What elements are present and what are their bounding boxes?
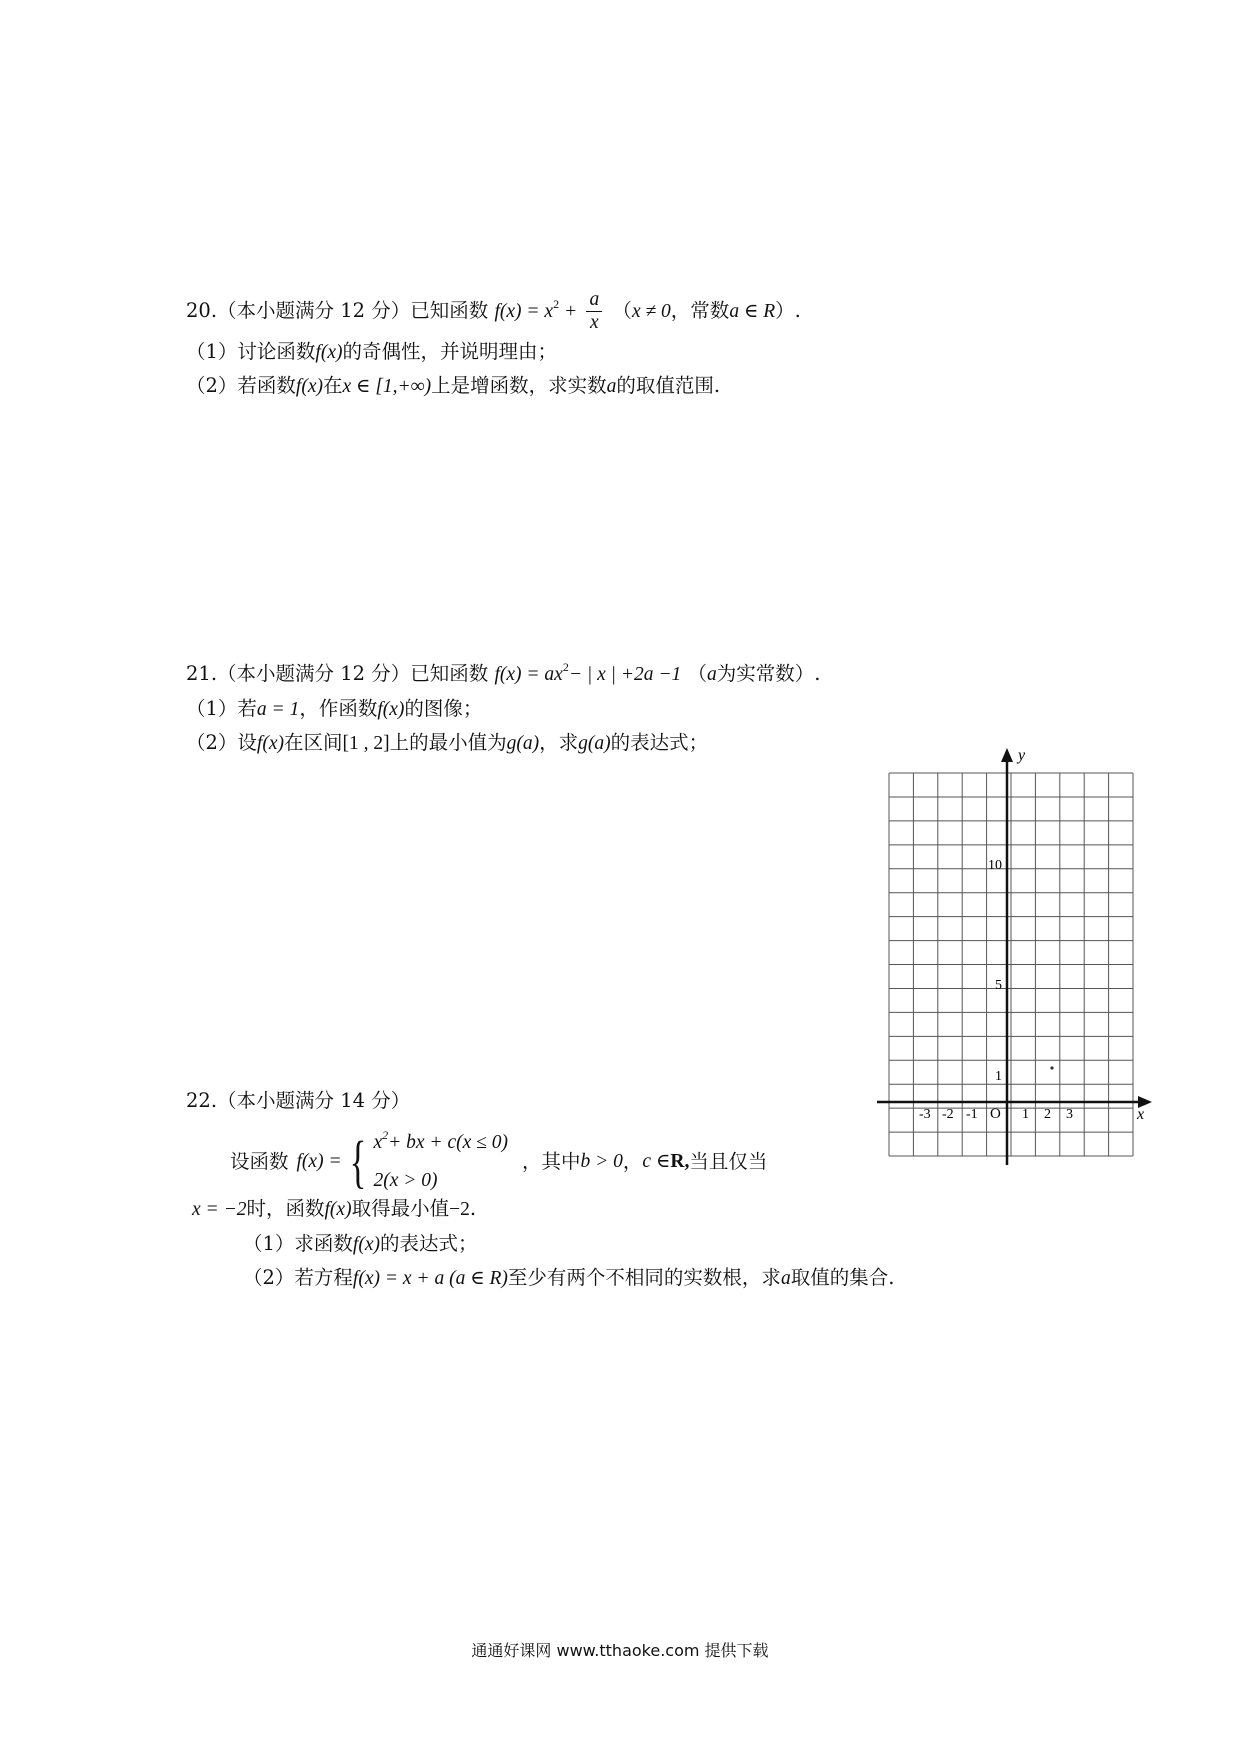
- q20-heading: 20.（本小题满分 12 分）已知函数: [186, 299, 489, 322]
- q22-part1-prefix: （1）求函数: [243, 1232, 353, 1255]
- q21-part1-suffix: 的图像；: [404, 697, 483, 720]
- left-brace-icon: {: [349, 1129, 366, 1194]
- q20-part2-f: f(x): [295, 376, 323, 397]
- q22-case1-rest: + bx + c(x ≤ 0): [388, 1132, 508, 1153]
- q22-line2-x: x = −2: [192, 1199, 247, 1220]
- q21-part2-mid2: 上的最小值为: [389, 731, 507, 754]
- q20-part1-prefix: （1）讨论函数: [186, 340, 316, 363]
- q20-paren-close: ）.: [775, 299, 801, 322]
- q21-exponent: 2: [562, 660, 569, 674]
- q20-part2-mid: 在: [322, 374, 343, 397]
- y-axis-label: y: [1018, 747, 1026, 764]
- q20-denominator: x: [590, 312, 599, 333]
- x-tick-2: 2: [1044, 1107, 1051, 1122]
- q22-cases: [373, 1124, 508, 1200]
- q20-paren-open: （: [612, 299, 632, 322]
- q21-part1-f: f(x): [377, 699, 405, 720]
- q22-part1-suffix: 的表达式；: [379, 1232, 478, 1255]
- q22-definition: [230, 1124, 767, 1200]
- q21-part2-mid3: ，求: [539, 731, 579, 754]
- q22-cond-b: b > 0: [580, 1151, 623, 1172]
- q22-case2: 2(x > 0): [373, 1170, 438, 1191]
- q22-def-prefix: 设函数: [230, 1150, 289, 1173]
- q22-line2-f: f(x): [324, 1199, 352, 1220]
- q22-cond-suffix: 当且仅当: [689, 1150, 768, 1173]
- x-tick-neg1: -1: [966, 1107, 978, 1122]
- q20-condition-x: x ≠ 0: [631, 301, 671, 322]
- x-axis-label: x: [1137, 1106, 1145, 1123]
- footer-credit: 通通好课网 www.tthaoke.com 提供下载: [471, 1641, 769, 1660]
- q21-tail-text: 为实常数）.: [716, 662, 821, 685]
- q21-tail-a: a: [707, 664, 717, 685]
- q22-heading: 22.（本小题满分 14 分）: [186, 1089, 411, 1112]
- q20-part2-mid2: 上是增函数，求实数: [431, 374, 607, 397]
- y-tick-5: 5: [995, 978, 1002, 993]
- q20-part2-prefix: （2）若函数: [186, 374, 296, 397]
- q20-function: f(x) = x: [494, 301, 554, 322]
- q21-part1-condition: a = 1: [256, 699, 300, 720]
- q20-part1-f: f(x): [315, 342, 343, 363]
- q22-cond-R: R,: [670, 1151, 690, 1172]
- q21-part2-mid: 在区间: [283, 731, 343, 754]
- q22-case1: [373, 1124, 508, 1162]
- q22-part2-equation: f(x) = x + a (a ∈ R): [352, 1268, 508, 1289]
- q22-part2-mid: 至少有两个不相同的实数根，求: [507, 1266, 781, 1289]
- q20-condition-text: ，常数: [670, 299, 730, 322]
- q22-case1-x: x: [373, 1132, 383, 1153]
- q22-cond-prefix: ，其中: [521, 1150, 581, 1173]
- q22-function: f(x) =: [296, 1151, 342, 1172]
- q21-part2-interval: [1 , 2]: [342, 733, 390, 754]
- y-tick-10: 10: [988, 858, 1002, 873]
- q22-part2-a: a: [780, 1268, 791, 1289]
- q21-part2-f: f(x): [256, 733, 284, 754]
- q21-part1-mid: ，作函数: [299, 697, 378, 720]
- grid-lines: [889, 773, 1133, 1156]
- q20-plus: +: [565, 301, 577, 322]
- q22-part2-prefix: （2）若方程: [243, 1266, 353, 1289]
- q20-numerator: a: [586, 289, 602, 312]
- q20-part2-domain: x ∈ [1,+∞): [342, 376, 432, 397]
- q21-function: f(x) = ax: [494, 664, 563, 685]
- q20-part1-suffix: 的奇偶性，并说明理由；: [342, 340, 557, 363]
- q22-line2-value: −2: [449, 1199, 470, 1220]
- q22-line2-mid: 时，函数: [246, 1197, 325, 1220]
- x-tick-1: 1: [1022, 1107, 1029, 1122]
- q21-heading: 21.（本小题满分 12 分）已知函数: [186, 662, 489, 685]
- q22-part2: [243, 1264, 894, 1293]
- origin-label: O: [990, 1106, 1001, 1122]
- q22-part1: [243, 1230, 478, 1259]
- q22-piecewise: [342, 1124, 508, 1200]
- q20-part2-a: a: [606, 376, 617, 397]
- q21-part2-suffix: 的表达式；: [610, 731, 709, 754]
- x-tick-3: 3: [1066, 1107, 1073, 1122]
- y-axis-arrow-icon: [1001, 748, 1013, 762]
- q21-part2-g2: g(a): [578, 733, 611, 754]
- q22-case1-exponent: 2: [382, 1128, 389, 1142]
- q22-line2-period: .: [469, 1197, 477, 1220]
- grid-speck: [1050, 1066, 1053, 1069]
- q22-part1-f: f(x): [352, 1234, 380, 1255]
- q22-line2-suffix: 取得最小值: [351, 1197, 450, 1220]
- q22-line2: [192, 1195, 476, 1224]
- y-tick-1: 1: [995, 1069, 1002, 1084]
- x-tick-neg3: -3: [919, 1107, 931, 1122]
- q22-cond-c: c ∈: [642, 1151, 671, 1172]
- q22-cond-comma: ，: [622, 1150, 643, 1173]
- q20-part2-suffix: 的取值范围.: [616, 374, 721, 397]
- q21-part1-prefix: （1）若: [186, 697, 257, 720]
- q20-condition-a: a ∈ R: [729, 301, 776, 322]
- q20-exponent: 2: [553, 297, 560, 311]
- q21-function-rest: − | x | +2a −1: [568, 664, 682, 685]
- q21-part2-g: g(a): [506, 733, 540, 754]
- q21-paren-open: （: [687, 662, 708, 685]
- q21-part2-prefix: （2）设: [186, 731, 257, 754]
- q22-part2-suffix: 取值的集合.: [790, 1266, 895, 1289]
- x-tick-neg2: -2: [942, 1107, 954, 1122]
